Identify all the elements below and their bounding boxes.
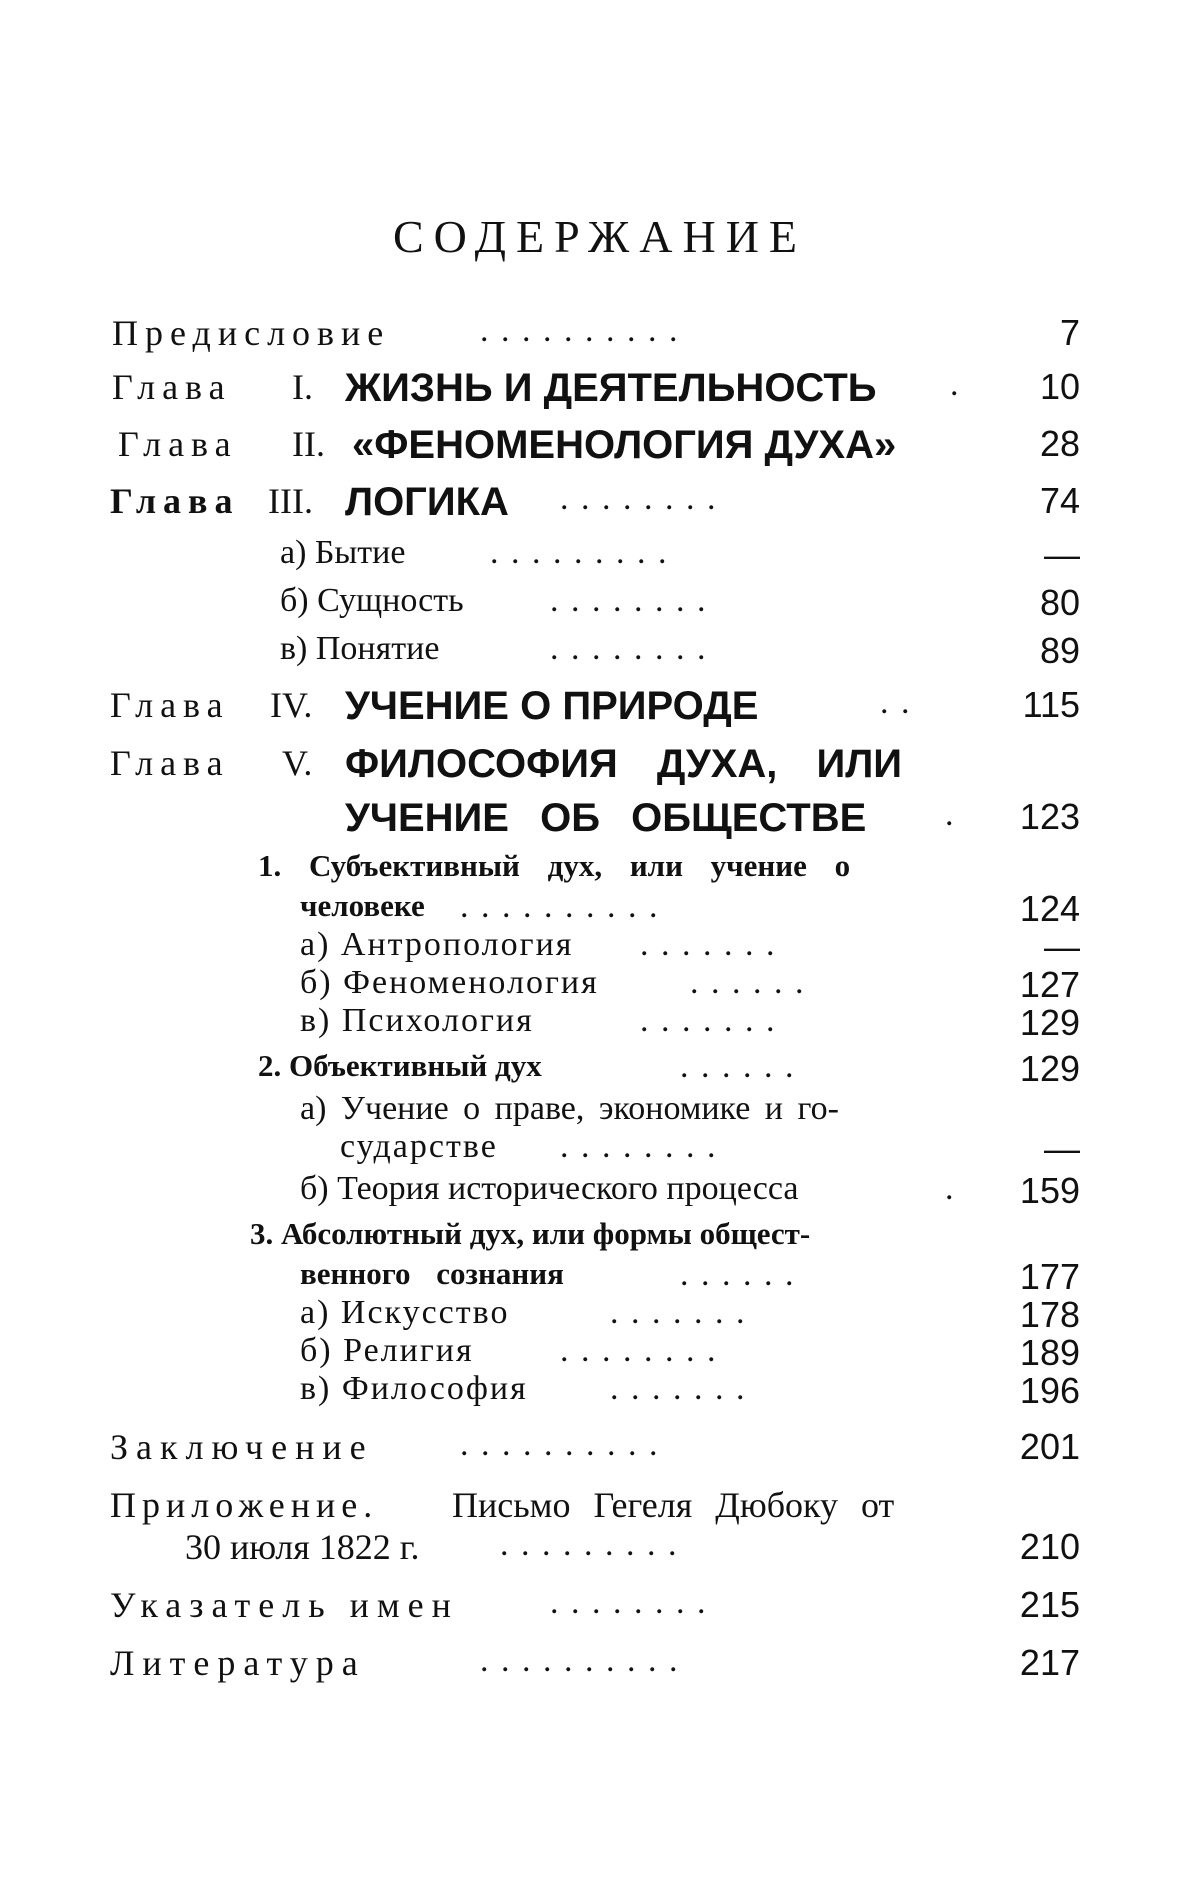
page-number: 115 <box>1022 684 1080 725</box>
entry-label: Предисловие <box>112 313 391 353</box>
appendix-prefix: Приложение. <box>110 1485 379 1525</box>
toc-entry-s2-a-cont <box>0 1128 1200 1176</box>
entry-label-line-1: а) Учение о праве, экономике и го- <box>300 1090 839 1127</box>
leader-dots: . . . . . . . <box>640 1002 777 1039</box>
page-number: 124 <box>1019 888 1080 929</box>
entry-label: Заключение <box>110 1427 374 1467</box>
leader-dots: . . . . . . . <box>640 926 777 963</box>
entry-label: б) Теория исторического процесса <box>300 1170 799 1207</box>
chapter-prefix: Глава <box>110 481 240 521</box>
leader-dots: . <box>945 1170 956 1207</box>
toc-entry-literature <box>0 1642 1200 1690</box>
entry-label: б) Сущность <box>280 582 464 619</box>
chapter-number: I. <box>292 367 313 407</box>
entry-label: в) Психология <box>300 1002 534 1039</box>
page-number: — <box>1044 1128 1080 1169</box>
chapter-number: III. <box>268 481 313 521</box>
toc-entry-s1-c <box>0 1002 1200 1050</box>
entry-label: Литература <box>110 1643 366 1683</box>
page-number: 10 <box>1039 366 1080 407</box>
leader-dots: . . <box>880 684 912 721</box>
page-number: 80 <box>1039 582 1080 623</box>
leader-dots: . . . . . . . . <box>560 1128 718 1165</box>
entry-label: в) Философия <box>300 1370 528 1407</box>
page-number: 159 <box>1019 1170 1080 1211</box>
page-number: 177 <box>1019 1256 1080 1297</box>
toc-entry-chapter-2 <box>0 423 1200 471</box>
leader-dots: . . . . . . <box>680 1048 796 1085</box>
toc-entry-ch3-a <box>0 534 1200 582</box>
entry-label-line-1: Письмо Гегеля Дюбоку от <box>452 1485 895 1525</box>
section-title: 2. Объективный дух <box>258 1048 542 1083</box>
page-title: СОДЕРЖАНИЕ <box>392 211 808 262</box>
toc-entry-s3-c <box>0 1370 1200 1418</box>
entry-label: а) Антропология <box>300 926 574 963</box>
entry-label: Указатель имен <box>110 1585 459 1625</box>
toc-entry-chapter-3 <box>0 480 1200 528</box>
chapter-title: УЧЕНИЕ О ПРИРОДЕ <box>345 684 759 728</box>
leader-dots: . . . . . . . . . . <box>460 1426 660 1463</box>
leader-dots: . . . . . . . . <box>550 630 708 667</box>
leader-dots: . . . . . . . <box>610 1294 747 1331</box>
page-number: 28 <box>1039 423 1080 464</box>
leader-dots: . . . . . . . . <box>550 1584 708 1621</box>
page-number: 127 <box>1019 964 1080 1005</box>
toc-entry-chapter-5 <box>0 742 1200 790</box>
toc-entry-ch3-c <box>0 630 1200 678</box>
section-title-line-2: человеке <box>300 888 425 923</box>
toc-entry-chapter-1 <box>0 366 1200 414</box>
page-number: 201 <box>1019 1426 1080 1467</box>
page-number: 89 <box>1039 630 1080 671</box>
section-title-line-1: 1. Субъективный дух, или учение о <box>258 848 851 883</box>
entry-label: а) Искусство <box>300 1294 510 1331</box>
chapter-prefix: Глава <box>110 685 230 725</box>
leader-dots: . <box>945 796 956 833</box>
toc-entry-ch3-b <box>0 582 1200 630</box>
entry-label: б) Религия <box>300 1332 474 1369</box>
chapter-title-line-2: УЧЕНИЕ ОБ ОБЩЕСТВЕ <box>345 796 867 840</box>
page-number: 215 <box>1019 1584 1080 1625</box>
leader-dots: . . . . . . . . . . <box>460 888 660 925</box>
toc-entry-section-2 <box>0 1048 1200 1096</box>
leader-dots: . . . . . . . . . . <box>480 312 680 349</box>
page-number: 123 <box>1019 796 1080 837</box>
toc-entry-appendix-cont <box>0 1526 1200 1574</box>
leader-dots: . . . . . . <box>690 964 806 1001</box>
leader-dots: . <box>950 366 961 403</box>
page-number: 196 <box>1019 1370 1080 1411</box>
page-number: 217 <box>1019 1642 1080 1683</box>
toc-entry-s2-b <box>0 1170 1200 1218</box>
chapter-prefix: Глава <box>112 367 232 407</box>
page-number: 74 <box>1039 480 1080 521</box>
chapter-number: II. <box>292 424 325 464</box>
chapter-prefix: Глава <box>110 743 230 783</box>
toc-entry-appendix <box>0 1484 1200 1532</box>
chapter-prefix: Глава <box>118 424 238 464</box>
page-number: 7 <box>1059 312 1080 353</box>
toc-entry-chapter-5-cont <box>0 796 1200 844</box>
page-number: 129 <box>1019 1048 1080 1089</box>
page-number: 178 <box>1019 1294 1080 1335</box>
leader-dots: . . . . . . . . <box>550 582 708 619</box>
section-title-line-2: венного сознания <box>300 1256 564 1291</box>
chapter-number: V. <box>282 743 313 783</box>
chapter-title: ЖИЗНЬ И ДЕЯТЕЛЬНОСТЬ <box>345 366 877 410</box>
entry-label-line-2: 30 июля 1822 г. <box>185 1527 420 1567</box>
entry-label: б) Феноменология <box>300 964 599 1001</box>
entry-label: а) Бытие <box>280 534 406 571</box>
entry-label-line-2: сударстве <box>340 1128 498 1165</box>
leader-dots: . . . . . . <box>680 1256 796 1293</box>
leader-dots: . . . . . . . <box>610 1370 747 1407</box>
toc-entry-conclusion <box>0 1426 1200 1474</box>
toc-entry-index <box>0 1584 1200 1632</box>
chapter-number: IV. <box>270 685 313 725</box>
leader-dots: . . . . . . . . . <box>500 1526 679 1563</box>
toc-entry-preface <box>0 312 1200 360</box>
chapter-title-line-1: ФИЛОСОФИЯ ДУХА, ИЛИ <box>345 742 903 786</box>
entry-label: в) Понятие <box>280 630 440 667</box>
section-title-line-1: 3. Абсолютный дух, или формы общест- <box>250 1216 811 1251</box>
page-number: 129 <box>1019 1002 1080 1043</box>
toc-entry-chapter-4 <box>0 684 1200 732</box>
page-number: — <box>1044 926 1080 967</box>
leader-dots: . . . . . . . . . . <box>480 1642 680 1679</box>
leader-dots: . . . . . . . . . <box>490 534 669 571</box>
chapter-title: «ФЕНОМЕНОЛОГИЯ ДУХА» <box>352 423 897 467</box>
leader-dots: . . . . . . . . <box>560 1332 718 1369</box>
page-number: 189 <box>1019 1332 1080 1373</box>
leader-dots: . . . . . . . . <box>560 480 718 517</box>
page-number: 210 <box>1019 1526 1080 1567</box>
page-number: — <box>1044 534 1080 575</box>
chapter-title: ЛОГИКА <box>345 480 509 524</box>
